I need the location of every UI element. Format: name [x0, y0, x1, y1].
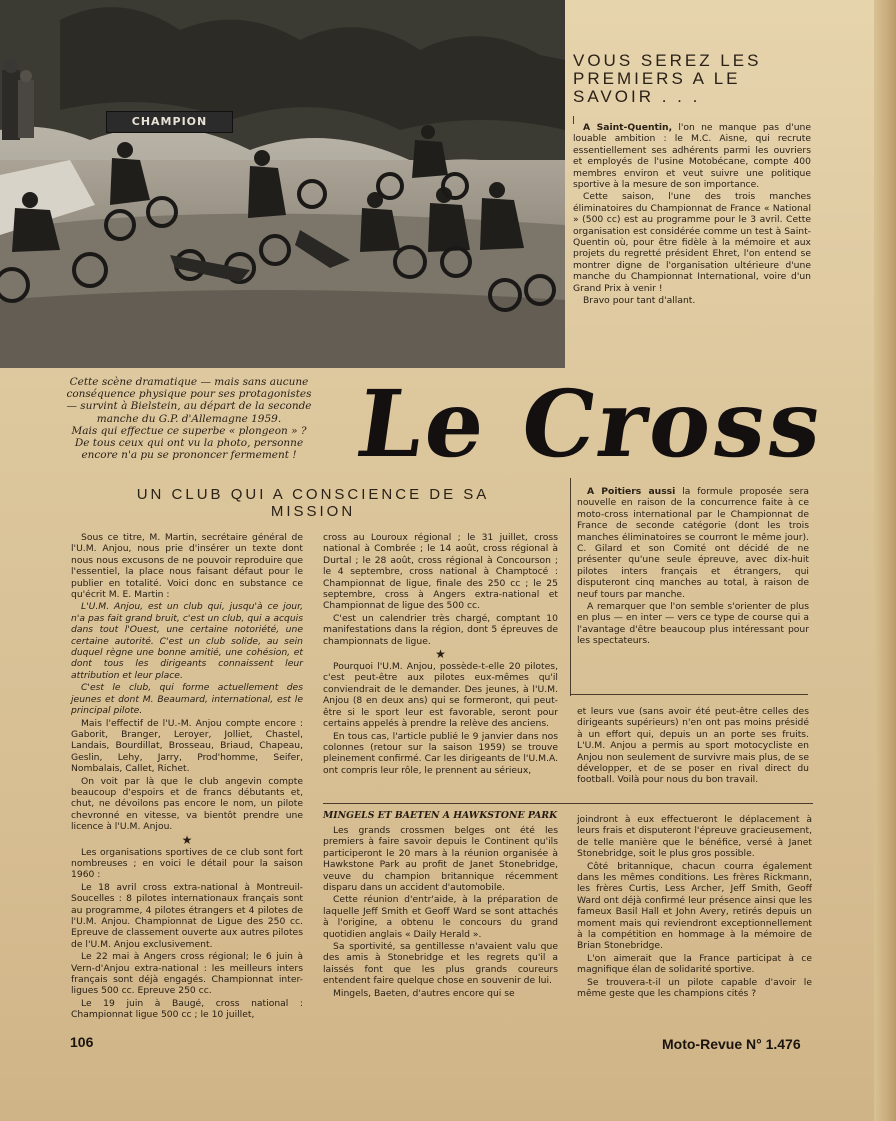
- mingels-title: MINGELS ET BAETEN A HAWKSTONE PARK: [323, 810, 558, 821]
- sidebar-headline-line: SAVOIR . . .: [573, 87, 701, 106]
- page-edge: [874, 0, 896, 1121]
- subtitle: UN CLUB QUI A CONSCIENCE DE SA MISSION: [136, 486, 490, 520]
- star-separator: ★: [181, 832, 193, 847]
- column-1: [71, 532, 303, 1022]
- paragraph: Côté britannique, chacun courra également dans les mêmes conditions. Les frères Rickmann, les frères Curtis, Less Archer, Jeff Smith, Geoff Ward ont déjà confirmé leur présence ainsi que les fameux Basil Hall et John Avery, retirés depuis un moment mais qui reviendront exceptionnellement à la compétition en hommage à la mémoire de Brian Stonebridge.: [577, 860, 812, 952]
- lead-text: A Saint-Quentin,: [583, 122, 673, 133]
- paragraph: L'U.M. Anjou, est un club qui, jusqu'à ce jour, n'a pas fait grand bruit, c'est un club, qui a acquis dans tout l'Ouest, une certaine notoriété, une certaine autorité. C'est un club solide, au sein duquel règne une bonne amitié, une cohésion, et dont tous les dirigeants connaissent leur attribution et leur place.: [71, 601, 303, 681]
- saint-quentin-article: [573, 122, 811, 308]
- section-divider: [323, 803, 813, 804]
- paragraph: Mingels, Baeten, d'autres encore qui se: [333, 987, 515, 999]
- main-title: Le Cross: [350, 370, 832, 478]
- paragraph: C'est un calendrier très chargé, comptant 10 manifestations dans la région, dont 5 épreuves de championnats de ligue.: [323, 612, 558, 647]
- column-3-continued: [577, 706, 809, 787]
- paragraph: Bravo pour tant d'allant.: [583, 295, 696, 307]
- photo-caption: [66, 376, 312, 461]
- column-2: [323, 532, 558, 777]
- paragraph: Le 18 avril cross extra-national à Montreuil-Soucelles : 8 pilotes internationaux français sont au programme, 4 pilotes étrangers et 4 pilotes de l'U.M. Anjou. Championnat de Ligue des 250 cc. Epreuve de classement ouverte aux autres pilotes de l'U.M. Anjou exclusivement.: [71, 881, 303, 950]
- paragraph: [573, 122, 811, 190]
- publication-name: Moto-Revue N° 1.476: [662, 1036, 801, 1052]
- paragraph: Pourquoi l'U.M. Anjou, possède-t-elle 20 pilotes, c'est peut-être aux pilotes eux-mêmes qu'il conviendrait de le demander. Des jeunes, à l'U.M. Anjou (8 en deux ans) qui se formeront, qui peut-être si le sport leur est favorable, seront pour certains appelés à prendre la relève des anciens.: [323, 661, 558, 730]
- lead-text: A Poitiers aussi: [587, 486, 676, 497]
- paragraph: On voit par là que le club angevin compte beaucoup d'espoirs et de francs débutants et, chut, ne dévoilons pas encore le nom, un pilote chevronné en vitesse, va bientôt prendre une licence à l'U.M. Anjou.: [71, 775, 303, 833]
- paragraph: Cette réunion d'entr'aide, à la préparation de laquelle Jeff Smith et Geoff Ward se sont attachés à l'origine, a obtenu le concours du grand quotidien anglais « Daily Herald ».: [323, 894, 558, 940]
- body-text: la formule proposée sera nouvelle en raison de la concurrence faite à ce moto-cross international par le Championnat de France de seconde catégorie (dont les trois manches éliminatoires se courront le même jour). C. Gilard et son Comité ont décidé de ne présenter qu'une seule épreuve, avec dix-huit pilotes inters français et étrangers, qui disputeront cinq manches au total, à raison de neuf tours par manche.: [577, 486, 809, 600]
- paragraph: En tous cas, l'article publié le 9 janvier dans nos colonnes (retour sur la saison 1959) se trouve pleinement confirmé. Car les dirigeants de l'U.M.A. ont compris leur rôle, le prennent au sérieux,: [323, 730, 558, 776]
- paragraph: A remarquer que l'on semble s'orienter de plus en plus — en inter — vers ce type de course qui a l'avantage d'être beaucoup plus intéressant pour les spectateurs.: [577, 601, 809, 647]
- motocross-photo: [0, 0, 565, 368]
- paragraph: Sa sportivité, sa gentillesse n'avaient valu que des amis à Stonebridge et les regrets qu'il a laissés font que les plus grands coureurs entendent faire quelque chose en souvenir de lui.: [323, 941, 558, 987]
- box-rule-left: [570, 478, 571, 696]
- paragraph: L'on aimerait que la France participat à ce magnifique élan de solidarité sportive.: [577, 952, 812, 976]
- paragraph: [577, 486, 809, 600]
- box-rule-bottom: [570, 694, 808, 695]
- paragraph: Les grands crossmen belges ont été les premiers à faire savoir depuis le Continent qu'ils participeront le 20 mars à la réunion organisée à Hawkstone Park au profit de Janet Stonebridge, veuve du champion britannique récemment disparu dans un accident d'automobile.: [323, 825, 558, 894]
- page-number: 106: [70, 1034, 94, 1050]
- paragraph: Les organisations sportives de ce club sont fort nombreuses ; en voici le détail pour la saison 1960 :: [71, 846, 303, 881]
- photo-illustration: [0, 0, 565, 368]
- paragraph: joindront à eux effectueront le déplacement à leurs frais et disputeront l'épreuve gracieusement, de telle manière que le bénéfice, versé à Janet Stonebridge, soit le plus gros possible.: [577, 814, 812, 860]
- paragraph: Sous ce titre, M. Martin, secrétaire général de l'U.M. Anjou, nous prie d'insérer un texte dont nous nous excusons de ne pouvoir reproduire que l'essentiel, la place nous faisant défaut pour le publier en totalité. Voici donc en substance ce qu'écrit M. E. Martin :: [71, 532, 303, 601]
- sidebar-headline-line: PREMIERS A LE: [573, 69, 741, 88]
- star-separator: ★: [435, 647, 446, 662]
- poitiers-article: [577, 486, 809, 648]
- paragraph: C'est le club, qui forme actuellement des jeunes et dont M. Beaumard, international, est le principal pilote.: [71, 682, 303, 717]
- champion-banner: CHAMPION: [106, 111, 233, 133]
- paragraph: Le 22 mai à Angers cross régional; le 6 juin à Vern-d'Anjou extra-national : les meilleurs inters français sont déjà engagés. Championnat inter-ligues 500 cc. Epreuve 250 cc.: [71, 951, 303, 997]
- paragraph: Se trouvera-t-il un pilote capable d'avoir le même geste que les champions cités ?: [577, 976, 812, 1000]
- caption-line: Cette scène dramatique — mais sans aucune conséquence physique pour ses protagonistes — survint à Bielstein, au départ de la seconde manche du G.P. d'Allemagne 1959.: [66, 376, 312, 425]
- paragraph: Cette saison, l'une des trois manches éliminatoires du Championnat de France « National » (500 cc) est au programme pour le 3 avril. Cette organisation est considérée comme un test à Saint-Quentin où, pour être fidèle à la mémoire et aux projets du regretté président Ehret, l'on entend se montrer digne de l'organisation ultérieure d'une manche du Championnat International, voire d'un Grand Prix à venir !: [573, 191, 811, 294]
- sidebar-headline-line: VOUS SEREZ LES: [573, 51, 762, 70]
- mingels-section-right: [577, 814, 812, 1001]
- mingels-text: [323, 825, 558, 999]
- paragraph: cross au Louroux régional ; le 31 juillet, cross national à Combrée ; le 14 août, cross régional à Durtal ; le 28 août, cross régional à Concourson ; le 4 septembre, cross national à Champtocé : Championnat de ligue, finale des 250 cc ; le 25 septembre, cross à Angers extra-national et Championnat de ligue des 500 cc.: [323, 532, 558, 612]
- body-text: l'on ne manque pas d'une louable ambition : le M.C. Aisne, qui recrute essentiellement ses adhérents parmi les ouvriers et employés de l'usine Motobécane, compte 400 membres environ et veut suivre une politique sportive à la mesure de son importance.: [573, 122, 811, 191]
- caption-line: Mais qui effectue ce superbe « plongeon » ? De tous ceux qui ont vu la photo, personne encore n'a pu se prononcer fermement !: [71, 424, 307, 462]
- paragraph: Mais l'effectif de l'U.-M. Anjou compte encore : Gaborit, Branger, Leroyer, Jolliet, Chastel, Landais, Bourdillat, Brosseau, Briaud, Chapeau, Geslin, Lehy, Jarry, Prod'homme, Seifer, Nombalais, Callet, Richet.: [71, 717, 303, 775]
- paragraph: et leurs vue (sans avoir été peut-être celles des dirigeants supérieurs) n'en ont pas moins présidé à un effort qui, depuis un an porte ses fruits. L'U.M. Anjou a permis au sport motocycliste en Anjou non seulement de survivre mais plus, de se développer, et de se poser en rival direct du football. Voilà pour nous du bon travail.: [577, 706, 809, 786]
- paragraph: Le 19 juin à Baugé, cross national : Championnat ligue 500 cc ; le 10 juillet,: [71, 997, 303, 1021]
- sidebar-headline: [573, 52, 873, 106]
- mingels-section-left: [323, 810, 558, 1000]
